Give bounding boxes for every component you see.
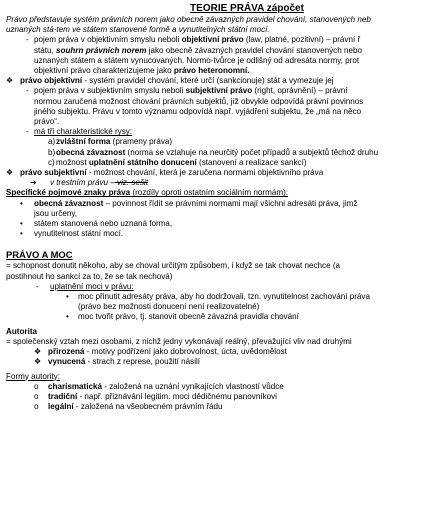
- section-heading: Specifické pojmové znaky práva (rozdíly oproti ostatním sociálním normám):: [6, 188, 289, 198]
- bullet-item: • státem stanovená nebo uznaná forma,: [20, 219, 173, 229]
- list-item: [6, 127, 428, 137]
- list-item-cont: objektivní právo charakterizujeme jako právo heteronomní.: [34, 66, 250, 76]
- bullet-icon: •: [66, 292, 69, 302]
- lettered-item: c) možnost uplatnění státního donucení (stanovení a realizace sankcí): [48, 157, 307, 167]
- definition-line: postihnout ho sankcí za to, že se tak nechová): [6, 271, 173, 281]
- definition-line: = schopnost donutit někoho, aby se choval určitým způsobem, i když se tak chovat nechce (a: [6, 261, 341, 271]
- circle-item: o legální - založená na všeobecném právním řádu: [34, 402, 223, 412]
- subsection-title: Formy autority:: [6, 371, 60, 381]
- bullet-item: • moc přinutit adresáty práva, aby ho dodržovali, tzn. vynutitelnost zachování práva: [66, 292, 370, 302]
- dash-marker: -: [26, 35, 29, 45]
- term-bold: objektivní právo: [181, 35, 244, 45]
- dash-marker: -: [26, 86, 29, 96]
- lettered-item: a) zvláštní forma (prameny práva): [48, 137, 173, 147]
- bullet-item-cont: jsou určeny,: [34, 208, 78, 218]
- bullet-icon: •: [66, 312, 69, 322]
- bullet-icon: •: [20, 229, 23, 239]
- bullet-icon: •: [20, 219, 23, 229]
- bullet-item: • moc tvořit právo, tj. stanovit obecně závazná pravidla chování: [66, 312, 299, 322]
- diamond-item: ❖ právo subjektivní - možnost chování, která je zaručena normami objektivního práva: [6, 168, 324, 178]
- bullet-item: • obecná závaznost – povinnost řídit se právními normami mají všichni adresáti práva, jimž: [20, 198, 358, 208]
- dash-marker: -: [26, 127, 29, 137]
- diamond-bullet-icon: ❖: [6, 76, 14, 86]
- term-bold: subjektivní právo: [185, 86, 253, 96]
- term-bold: právo heteronomní.: [173, 66, 250, 76]
- definition-line: = společenský vztah mezi osobami, z nichž jedny vykonávají reálný, převažující vliv nad druhými: [6, 336, 352, 346]
- circle-bullet-icon: o: [34, 381, 39, 391]
- lettered-item: b) obecná závaznost (norma se vztahuje na neurčitý počet případů a subjektů těchož druhu: [48, 147, 379, 157]
- subheading: má tři charakteristické rysy:: [34, 127, 133, 137]
- section-title: PRÁVO A MOC: [6, 249, 73, 261]
- diamond-item: ❖ právo objektivní - systém pravidel chování, které určí (sankcionuje) stát a vymezuje jej: [6, 76, 334, 86]
- diamond-bullet-icon: ❖: [6, 168, 14, 178]
- diamond-item: ❖ přirozená - motivy podřízení jako dobrovolnost, úcta, uvědomělost: [34, 347, 287, 357]
- list-item-cont: normou zaručená možnost chování právních subjektů, jíž obvykle odpovídá právní povinnos: [34, 96, 364, 106]
- circle-bullet-icon: o: [34, 391, 39, 401]
- list-item-cont: státu, souhrn právních norem jako obecně závazných pravidel chování stanovených nebo: [34, 45, 362, 55]
- term-bold: souhrn právních norem: [56, 45, 147, 55]
- list-item: - pojem práva v subjektivním smyslu neboli subjektivní právo (right, oprávnění) – právní: [26, 86, 348, 96]
- intro-line: uznaných stá-tem ve státem stanovené formě a vynutitelných státní mocí.: [6, 25, 270, 35]
- bullet-icon: •: [20, 198, 23, 208]
- list-item-cont: uznaných státem a státem vynucovaných. Normo-tvůrce je odlišný od adresáta normy, prot: [34, 55, 360, 65]
- subsection-title: Autorita: [6, 326, 38, 336]
- diamond-bullet-icon: ❖: [34, 347, 42, 357]
- circle-bullet-icon: o: [34, 402, 39, 412]
- list-item-cont: právo“.: [34, 117, 60, 127]
- circle-item: o tradiční - např. přiznávání legitim. moci dědičnému panovníkovi: [34, 391, 277, 401]
- diamond-bullet-icon: ❖: [34, 357, 42, 367]
- bullet-item-cont: (právo bez možnosti donucení není realizovatelné): [78, 302, 260, 312]
- list-item: - uplatnění moci v právu:: [36, 281, 134, 291]
- diamond-item: ❖ vynucená - strach z represe, použití násilí: [34, 357, 201, 367]
- intro-line: Právo představuje systém právních norem jako obecně závazných pravidel chování, stanovených neb: [6, 15, 371, 24]
- circle-item: o charismatická - založená na uznání vynikajících vlastností vůdce: [34, 381, 284, 391]
- list-item-cont: jiného subjektu. Právu v tomto významu odpovídá např. vyjádření subjektu, že „má na něco: [34, 106, 362, 116]
- dash-marker: -: [36, 281, 39, 291]
- arrow-item: ➔ v trestním právu – viz. sešit: [30, 178, 149, 188]
- page-title: TEORIE PRÁVA zápočet: [190, 3, 304, 14]
- list-item: - pojem práva v objektivním smyslu neboli objektivní právo (law, platné, pozitivní) – právní ř: [26, 35, 361, 45]
- bullet-item: • vynutitelnost státní mocí.: [20, 229, 124, 239]
- arrow-right-icon: ➔: [30, 178, 37, 188]
